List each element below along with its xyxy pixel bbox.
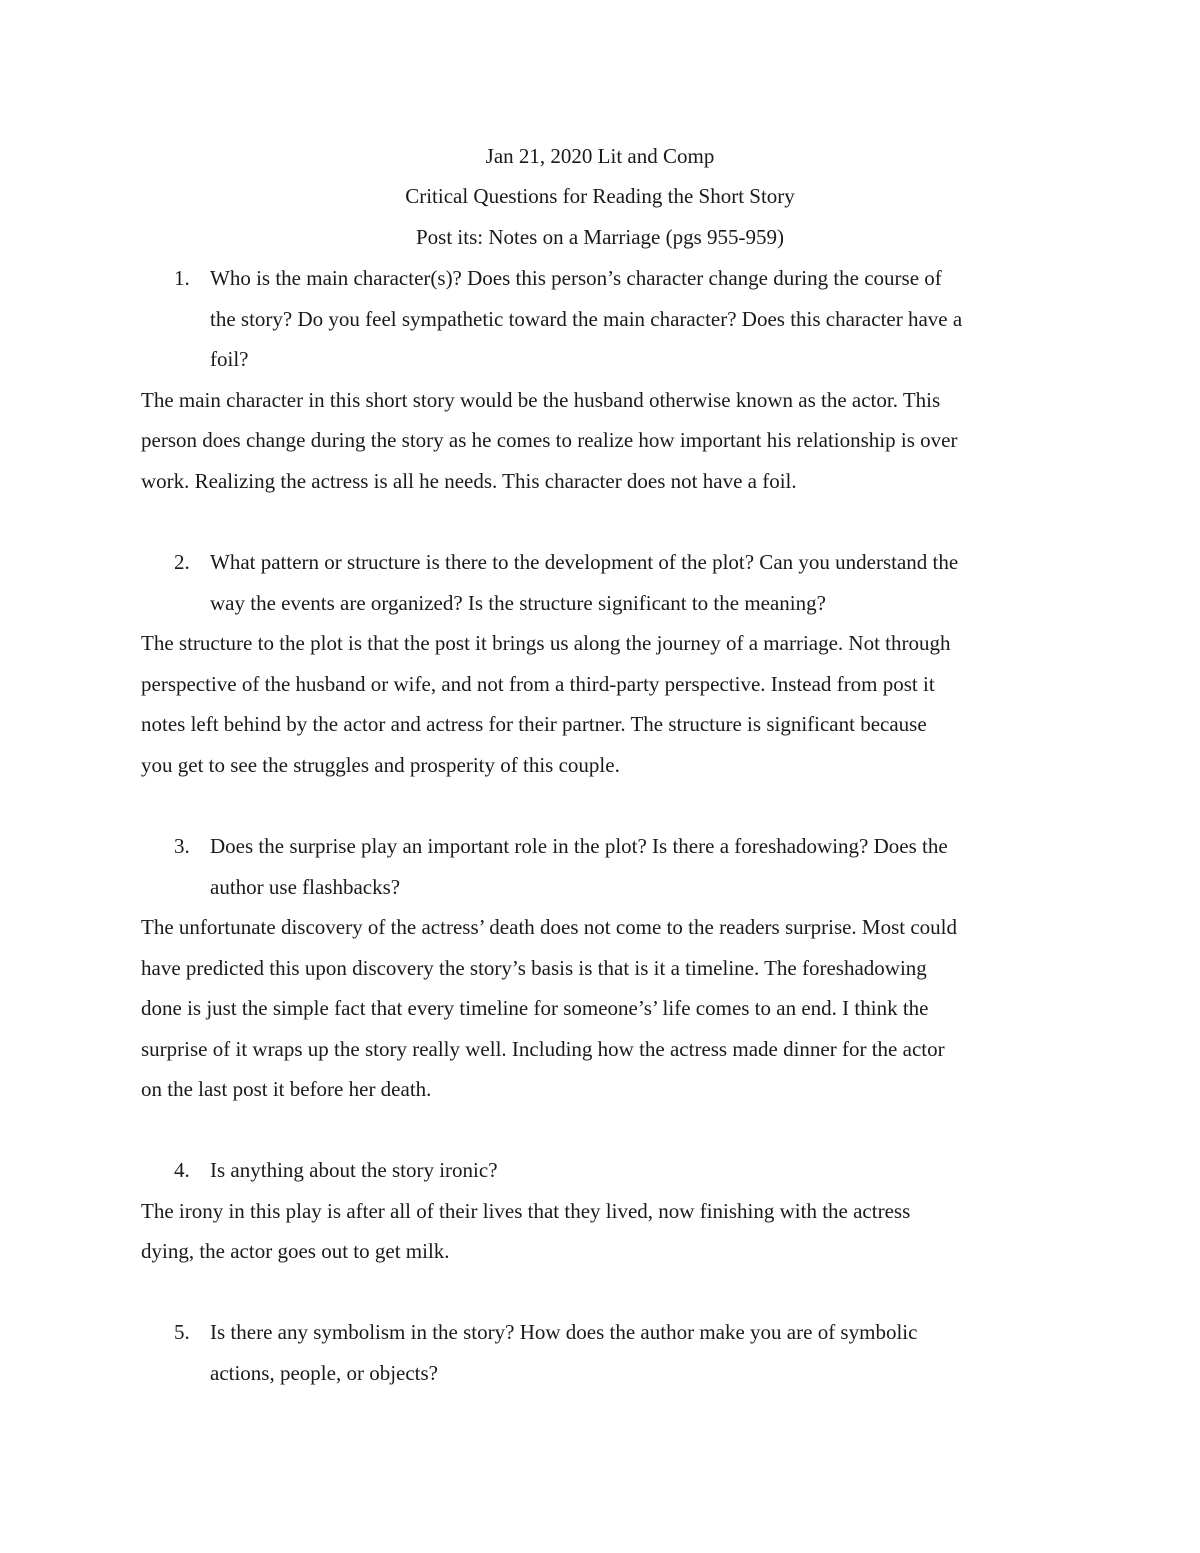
question-line: way the events are organized? Is the structure significant to the meaning? <box>210 591 826 615</box>
answer-line: notes left behind by the actor and actress for their partner. The structure is significant because <box>141 712 927 736</box>
answer-line: on the last post it before her death. <box>141 1077 432 1101</box>
answer-line: surprise of it wraps up the story really well. Including how the actress made dinner for the actor <box>141 1037 945 1061</box>
question-line: foil? <box>210 347 249 371</box>
answer-line: dying, the actor goes out to get milk. <box>141 1239 450 1263</box>
question-line: Is anything about the story ironic? <box>210 1158 498 1182</box>
question-number: 4. <box>174 1158 190 1182</box>
answer-line: The unfortunate discovery of the actress’ death does not come to the readers surprise. Most could <box>141 915 958 939</box>
answer-line: The structure to the plot is that the post it brings us along the journey of a marriage. Not through <box>141 631 951 655</box>
answer-line: perspective of the husband or wife, and not from a third-party perspective. Instead from post it <box>141 672 935 696</box>
question-line: Is there any symbolism in the story? How does the author make you are of symbolic <box>210 1320 918 1344</box>
answer-line: you get to see the struggles and prosperity of this couple. <box>141 753 620 777</box>
answer-line: The main character in this short story would be the husband otherwise known as the actor. This <box>141 388 941 412</box>
answer-line: done is just the simple fact that every timeline for someone’s’ life comes to an end. I think the <box>141 996 929 1020</box>
question-number: 1. <box>174 266 190 290</box>
question-line: the story? Do you feel sympathetic toward the main character? Does this character have a <box>210 307 963 331</box>
date-course-line: Jan 21, 2020 Lit and Comp <box>485 144 715 168</box>
document-title: Critical Questions for Reading the Short Story <box>405 184 795 208</box>
question-line: Does the surprise play an important role in the plot? Is there a foreshadowing? Does the <box>210 834 948 858</box>
answer-line: person does change during the story as he comes to realize how important his relationship is over <box>141 428 958 452</box>
answer-line: have predicted this upon discovery the story’s basis is that is it a timeline. The foreshadowing <box>141 956 927 980</box>
question-number: 2. <box>174 550 190 574</box>
question-line: Who is the main character(s)? Does this person’s character change during the course of <box>210 266 942 290</box>
answer-line: The irony in this play is after all of their lives that they lived, now finishing with the actress <box>141 1199 911 1223</box>
question-line: What pattern or structure is there to the development of the plot? Can you understand the <box>210 550 959 574</box>
document-subtitle: Post its: Notes on a Marriage (pgs 955-959) <box>415 225 785 249</box>
question-line: author use flashbacks? <box>210 875 401 899</box>
question-number: 3. <box>174 834 190 858</box>
question-line: actions, people, or objects? <box>210 1361 439 1385</box>
question-number: 5. <box>174 1320 190 1344</box>
answer-line: work. Realizing the actress is all he needs. This character does not have a foil. <box>141 469 797 493</box>
